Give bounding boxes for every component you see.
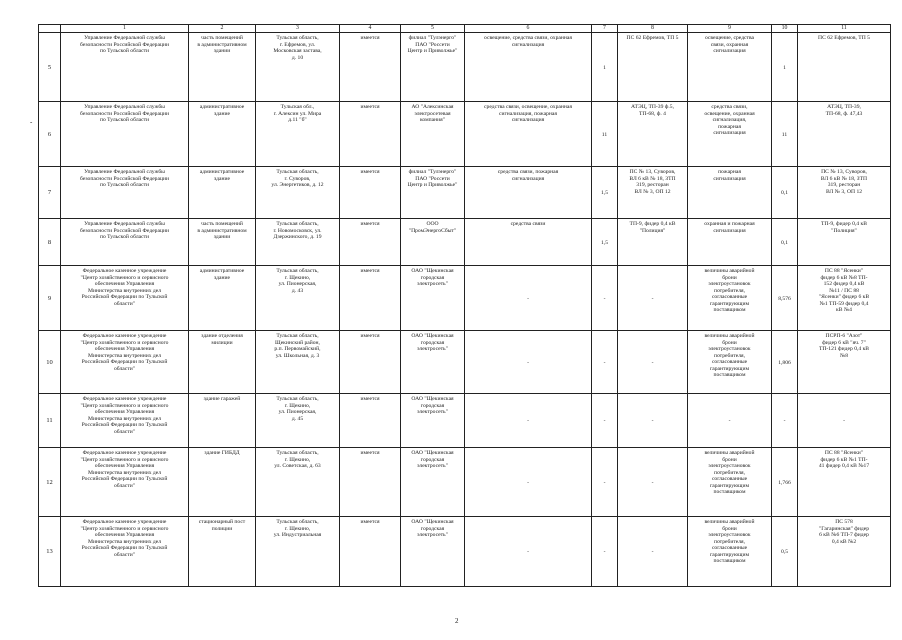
address-cell: Тульская область, г. Щекино, ул. Советская, д. 63 <box>256 448 340 517</box>
table-row <box>39 219 891 266</box>
consumers-cell: - <box>465 394 592 448</box>
header-cell: 3 <box>256 25 340 33</box>
header-cell: 8 <box>618 25 688 33</box>
table-row <box>39 167 891 219</box>
power2-cell: 11 <box>772 102 798 167</box>
owner-cell: Управление Федеральной службы безопасности Российской Федерации по Тульской области <box>61 33 189 102</box>
header-cell: 7 <box>592 25 618 33</box>
header-cell: 5 <box>401 25 465 33</box>
power-cell: 1 <box>592 33 618 102</box>
source2-cell: ПС 88 "Ясенки" фидер 6 кВ №1 ТП- 41 фидер 0,4 кВ №17 <box>798 448 891 517</box>
address-cell: Тульская область, г. Щекино, ул. Пионерская, д. 45 <box>256 394 340 448</box>
consumers-cell: - <box>465 331 592 394</box>
source-cell: - <box>618 394 688 448</box>
consumers-cell: освещение, средства связи, охранная сигнализация <box>465 33 592 102</box>
owner-cell: Федеральное казенное учреждение "Центр хозяйственного и сервисного обеспечения Управления Министерства внутренних дел Российской Федерации по Тульской области" <box>61 266 189 331</box>
status-cell: имеется <box>340 448 401 517</box>
address-cell: Тульская область, г. Новомосковск, ул. Дзержинского, д. 19 <box>256 219 340 266</box>
armor-cell: освещение, средства связи, охранная сигнализация <box>688 33 772 102</box>
armor-cell: величины аварийной брони электроустановок потребителя, согласованные гарантирующим поставщиком <box>688 517 772 587</box>
address-cell: Тульская область, г. Ефремов, ул. Московская застава, д. 10 <box>256 33 340 102</box>
power-cell: - <box>592 331 618 394</box>
row-number: 5 <box>39 33 61 102</box>
power-cell: - <box>592 394 618 448</box>
power2-cell: 1,766 <box>772 448 798 517</box>
source2-cell: ПС № 13, Суворов, ВЛ 6 кВ № 18, ЗТП 319, ресторан ВЛ № 3, ОП 12 <box>798 167 891 219</box>
armor-cell: - <box>688 394 772 448</box>
object-cell: здание отделения милиции <box>189 331 256 394</box>
source2-cell: АТЭЦ, ТП-39, ТП-68, ф. 47,43 <box>798 102 891 167</box>
power2-cell: 0,1 <box>772 167 798 219</box>
row-number: 8 <box>39 219 61 266</box>
source-cell: - <box>618 331 688 394</box>
object-cell: здание гаражей <box>189 394 256 448</box>
source2-cell: - <box>798 394 891 448</box>
owner-cell: Федеральное казенное учреждение "Центр хозяйственного и сервисного обеспечения Управления Министерства внутренних дел Российской Федерации по Тульской области" <box>61 517 189 587</box>
row-number: 6 <box>39 102 61 167</box>
supplier-cell: ОАО "Щекинская городская электросеть" <box>401 448 465 517</box>
power2-cell: 0,1 <box>772 219 798 266</box>
power2-cell: 1 <box>772 33 798 102</box>
power2-cell: 1,806 <box>772 331 798 394</box>
address-cell: Тульская область, Щекинский район, р.п. Первомайский, ул. Школьная, д. 3 <box>256 331 340 394</box>
document-page <box>38 24 890 587</box>
table-row <box>39 102 891 167</box>
source2-cell: ПСРП-6 "Азот" фидер 6 кВ "яч. 7" ТП-121 фидер 0,4 кВ №8 <box>798 331 891 394</box>
address-cell: Тульская обл., г. Алексин ул. Мира д.11 "б" <box>256 102 340 167</box>
owner-cell: Управление Федеральной службы безопасности Российской Федерации по Тульской области <box>61 167 189 219</box>
supplier-cell: ОАО "Щекинская городская электросеть" <box>401 266 465 331</box>
owner-cell: Федеральное казенное учреждение "Центр хозяйственного и сервисного обеспечения Управления Министерства внутренних дел Российской Федерации по Тульской области" <box>61 331 189 394</box>
row-number: 11 <box>39 394 61 448</box>
armor-cell: средства связи, освещение, охранная сигнализация, пожарная сигнализация <box>688 102 772 167</box>
supplier-cell: филиал "Тулэнерго" ПАО "Россети Центр и Приволжье" <box>401 33 465 102</box>
armor-cell: величины аварийной брони электроустановок потребителя, согласованные гарантирующим поставщиком <box>688 448 772 517</box>
power2-cell: - <box>772 394 798 448</box>
armor-cell: пожарная сигнализация <box>688 167 772 219</box>
source2-cell: ПС 62 Ефремов, ТП 5 <box>798 33 891 102</box>
page-number: 2 <box>455 617 459 625</box>
source-cell: АТЭЦ, ТП-39 ф.5, ТП-68, ф. 4 <box>618 102 688 167</box>
source-cell: ПС 62 Ефремов, ТП 5 <box>618 33 688 102</box>
power2-cell: 0,5 <box>772 517 798 587</box>
status-cell: имеется <box>340 517 401 587</box>
object-cell: административное здание <box>189 102 256 167</box>
table-row <box>39 394 891 448</box>
owner-cell: Федеральное казенное учреждение "Центр хозяйственного и сервисного обеспечения Управления Министерства внутренних дел Российской Федерации по Тульской области" <box>61 448 189 517</box>
source2-cell: ПС 578 "Гагаринская" фидер 6 кВ №6 ТП-7 фидер 0,4 кВ №2 <box>798 517 891 587</box>
address-cell: Тульская область, г. Щекино, ул. Пионерская, д. 43 <box>256 266 340 331</box>
status-cell: имеется <box>340 219 401 266</box>
supplier-cell: АО "Алексинская электросетевая компания" <box>401 102 465 167</box>
supplier-cell: филиал "Тулэнерго" ПАО "Россети Центр и Приволжье" <box>401 167 465 219</box>
address-cell: Тульская область, г. Суворов, ул. Энергетиков, д. 12 <box>256 167 340 219</box>
header-cell: 10 <box>772 25 798 33</box>
header-cell: 9 <box>688 25 772 33</box>
status-cell: имеется <box>340 394 401 448</box>
status-cell: имеется <box>340 331 401 394</box>
source-cell: - <box>618 517 688 587</box>
power-cell: - <box>592 517 618 587</box>
source-cell: - <box>618 266 688 331</box>
status-cell: имеется <box>340 102 401 167</box>
row-number: 9 <box>39 266 61 331</box>
source-cell: ПС № 13, Суворов, ВЛ 6 кВ № 18, ЗТП 319, ресторан ВЛ № 3, ОП 12 <box>618 167 688 219</box>
object-cell: часть помещений в административном здании <box>189 33 256 102</box>
row-number: 10 <box>39 331 61 394</box>
row-number: 12 <box>39 448 61 517</box>
armor-cell: величины аварийной брони электроустановок потребителя, согласованные гарантирующим поставщиком <box>688 266 772 331</box>
header-cell: 1 <box>61 25 189 33</box>
header-cell: 11 <box>798 25 891 33</box>
address-cell: Тульская область, г. Щекино, ул. Индустриальная <box>256 517 340 587</box>
armor-cell: охранная и пожарная сигнализация <box>688 219 772 266</box>
source-cell: ТП-9, фидер 0,4 кВ "Полиция" <box>618 219 688 266</box>
table-row <box>39 33 891 102</box>
supplier-cell: ООО "ПромЭнергоСбыт" <box>401 219 465 266</box>
registry-table <box>38 24 891 587</box>
object-cell: стационарный пост полиции <box>189 517 256 587</box>
supplier-cell: ОАО "Щекинская городская электросеть" <box>401 331 465 394</box>
supplier-cell: ОАО "Щекинская городская электросеть" <box>401 394 465 448</box>
power-cell: 1,5 <box>592 167 618 219</box>
power-cell: - <box>592 448 618 517</box>
header-cell: 2 <box>189 25 256 33</box>
consumers-cell: средства связи <box>465 219 592 266</box>
table-row <box>39 331 891 394</box>
consumers-cell: - <box>465 448 592 517</box>
power2-cell: 8,576 <box>772 266 798 331</box>
row-number: 7 <box>39 167 61 219</box>
header-cell-blank <box>39 25 61 33</box>
margin-mark: - <box>30 118 33 126</box>
owner-cell: Федеральное казенное учреждение "Центр хозяйственного и сервисного обеспечения Управления Министерства внутренних дел Российской Федерации по Тульской области" <box>61 394 189 448</box>
table-row <box>39 266 891 331</box>
power-cell: - <box>592 266 618 331</box>
consumers-cell: - <box>465 517 592 587</box>
consumers-cell: средства связи, освещение, охранная сигнализация, пожарная сигнализация <box>465 102 592 167</box>
power-cell: 11 <box>592 102 618 167</box>
row-number: 13 <box>39 517 61 587</box>
object-cell: административное здание <box>189 167 256 219</box>
consumers-cell: - <box>465 266 592 331</box>
owner-cell: Управление Федеральной службы безопасности Российской Федерации по Тульской области <box>61 219 189 266</box>
table-row <box>39 517 891 587</box>
armor-cell: величины аварийной брони электроустановок потребителя, согласованные гарантирующим поставщиком <box>688 331 772 394</box>
header-row <box>39 25 891 33</box>
status-cell: имеется <box>340 167 401 219</box>
header-cell: 4 <box>340 25 401 33</box>
source-cell: - <box>618 448 688 517</box>
object-cell: часть помещений в административном здании <box>189 219 256 266</box>
object-cell: административное здание <box>189 266 256 331</box>
status-cell: имеется <box>340 33 401 102</box>
consumers-cell: средства связи, пожарная сигнализация <box>465 167 592 219</box>
source2-cell: ТП-9, фидер 0,4 кВ "Полиция" <box>798 219 891 266</box>
object-cell: здание ГИБДД <box>189 448 256 517</box>
status-cell: имеется <box>340 266 401 331</box>
header-cell: 6 <box>465 25 592 33</box>
table-row <box>39 448 891 517</box>
source2-cell: ПС 88 "Ясенки" фидер 6 кВ №8 ТП- 152 фидер 0,4 кВ №11 / ПС 88 "Ясенки" фидер 6 кВ №1 ТП-59 фидер 0,4 кВ №4 <box>798 266 891 331</box>
power-cell: 1,5 <box>592 219 618 266</box>
supplier-cell: ОАО "Щекинская городская электросеть" <box>401 517 465 587</box>
owner-cell: Управление Федеральной службы безопасности Российской Федерации по Тульской области <box>61 102 189 167</box>
